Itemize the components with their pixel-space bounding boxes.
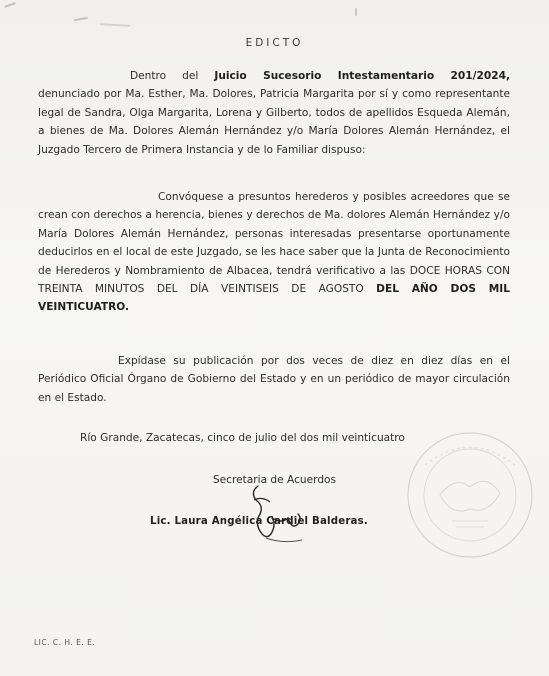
document-initials: LIC. C. H. E. E. <box>34 638 96 647</box>
scan-mark <box>100 23 130 26</box>
scan-mark <box>74 17 88 21</box>
convocation-date-bold: DEL AÑO DOS MIL VEINTICUATRO. <box>38 283 510 314</box>
place-and-date: Río Grande, Zacatecas, cinco de julio del dos mil veinticuatro <box>80 432 405 444</box>
scan-mark <box>355 8 357 16</box>
secretary-title: Secretaria de Acuerdos <box>212 474 337 486</box>
court-seal-icon <box>400 425 540 565</box>
edict-title: EDICTO <box>245 37 304 49</box>
scan-mark <box>4 2 16 8</box>
case-name: Juicio Sucesorio Intestamentario 201/2024, <box>214 70 510 82</box>
convocation-body: Convóquese a presuntos herederos y posibles acreedores que se crean con derechos a herencia, bienes y derechos de Ma. dolores Alemán Hernández y/o María Dolores Alemán Hernández, personas interesadas presentarse oportunamente deducirlos en el local de este Juzgado, se les hace saber que la Junta de Reconocimiento de Herederos y Nombramiento de Albacea, tendrá verificativo a las DOCE HORAS CON TREINTA MINUTOS DEL DÍA VEINTISEIS DE AGOSTO <box>38 191 510 296</box>
paragraph-case-description <box>38 67 510 159</box>
handwritten-signature-icon <box>232 478 322 548</box>
signer-name: Lic. Laura Angélica Cardiel Balderas. <box>150 516 368 527</box>
publication-body: Expídase su publicación por dos veces de diez en diez días en el Periódico Oficial Órgano de Gobierno del Estado y en un periódico de mayor circulación en el Estado. <box>38 355 510 404</box>
paragraph-publication <box>38 352 510 407</box>
case-lead: Dentro del <box>130 70 215 82</box>
case-body: denunciado por Ma. Esther, Ma. Dolores, Patricia Margarita por sí y como representante legal de Sandra, Olga Margarita, Lorena y Gilberto, todos de apellidos Esqueda Alemán, a bienes de Ma. Dolores Alemán Hernández y/o María Dolores Alemán Hernández, el Juzgado Tercero de Primera Instancia y de lo Familiar dispuso: <box>38 88 510 156</box>
paragraph-convocation <box>38 188 510 317</box>
